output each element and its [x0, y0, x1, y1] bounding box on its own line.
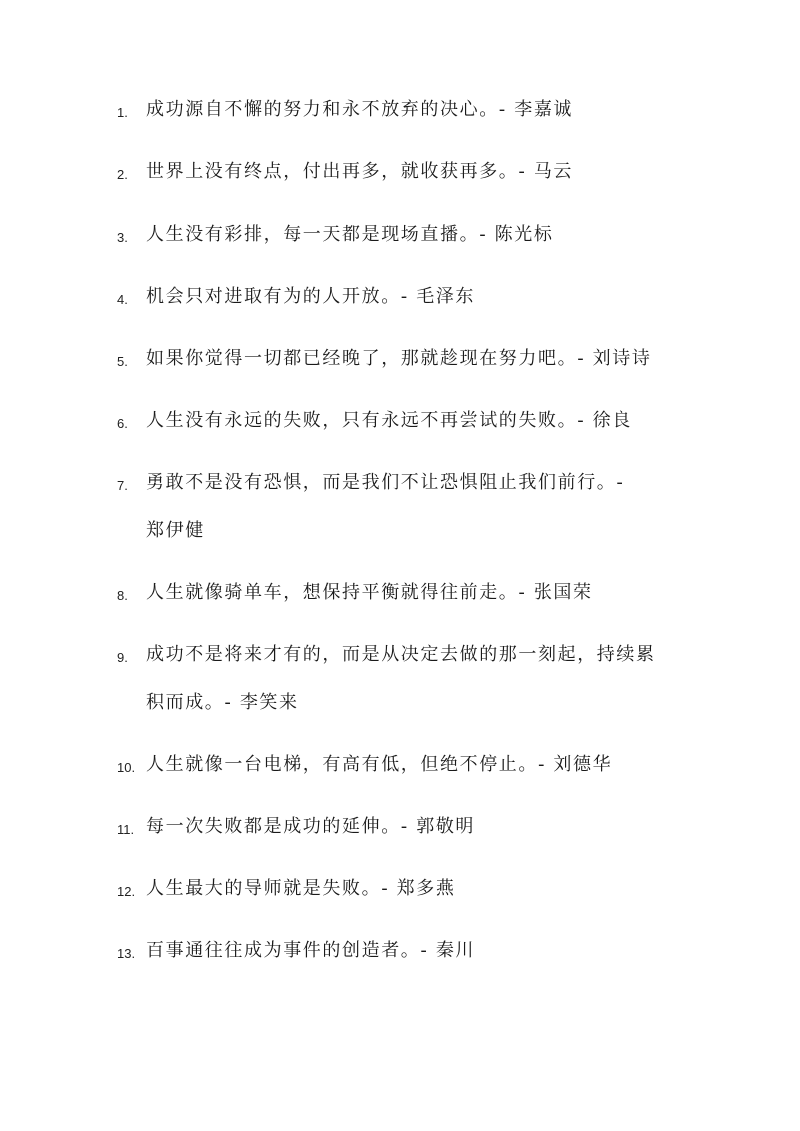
item-number: 7. — [117, 478, 128, 493]
quote-text: 勇敢不是没有恐惧，而是我们不让恐惧阻止我们前行。- — [146, 472, 625, 493]
quote-text: 人生就像一台电梯，有高有低，但绝不停止。- 刘德华 — [146, 754, 613, 775]
item-number: 11. — [117, 822, 135, 837]
quote-text: 人生就像骑单车，想保持平衡就得往前走。- 张国荣 — [146, 582, 593, 603]
item-number: 8. — [117, 588, 128, 603]
quote-text: 人生没有永远的失败，只有永远不再尝试的失败。- 徐良 — [146, 410, 632, 431]
item-number: 10. — [117, 760, 136, 775]
quote-text: 每一次失败都是成功的延伸。- 郭敬明 — [146, 816, 476, 837]
quote-text: 如果你觉得一切都已经晚了，那就趁现在努力吧。- 刘诗诗 — [146, 348, 652, 369]
item-number: 12. — [117, 884, 136, 899]
quote-text-continued: 积而成。- 李笑来 — [146, 692, 299, 713]
quote-text: 世界上没有终点，付出再多，就收获再多。- 马云 — [146, 161, 574, 182]
item-number: 9. — [117, 650, 128, 665]
quote-text: 成功不是将来才有的，而是从决定去做的那一刻起，持续累 — [146, 644, 656, 665]
item-number: 6. — [117, 416, 128, 431]
quote-text: 机会只对进取有为的人开放。- 毛泽东 — [146, 286, 476, 307]
quote-text: 成功源自不懈的努力和永不放弃的决心。- 李嘉诚 — [146, 99, 574, 120]
quote-text: 人生最大的导师就是失败。- 郑多燕 — [146, 878, 456, 899]
quote-text: 百事通往往成为事件的创造者。- 秦川 — [146, 940, 476, 961]
item-number: 1. — [117, 105, 128, 120]
item-number: 2. — [117, 167, 128, 182]
item-number: 3. — [117, 230, 128, 245]
quote-text-continued: 郑伊健 — [146, 520, 205, 541]
item-number: 4. — [117, 292, 128, 307]
item-number: 13. — [117, 946, 136, 961]
quote-text: 人生没有彩排，每一天都是现场直播。- 陈光标 — [146, 224, 554, 245]
item-number: 5. — [117, 354, 128, 369]
